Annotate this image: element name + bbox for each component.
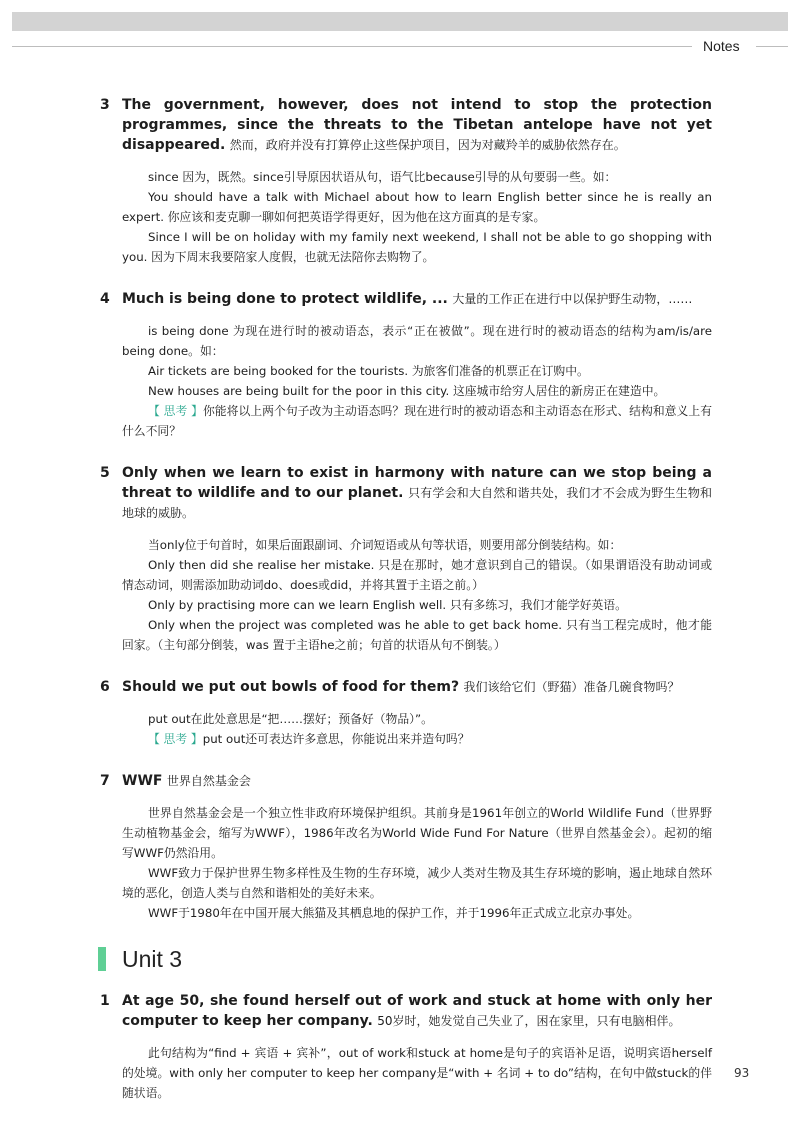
note-paragraph: WWF于1980年在中国开展大熊猫及其栖息地的保护工作，并于1996年正式成立北京办事处。 xyxy=(148,906,640,920)
note-paragraph: Only by practising more can we learn English well. 只有多练习，我们才能学好英语。 xyxy=(148,598,627,612)
unit-accent-bar xyxy=(98,947,106,971)
note-item xyxy=(100,991,712,1103)
note-lead xyxy=(122,463,712,523)
note-paragraph: New houses are being built for the poor in this city. 这座城市给穷人居住的新房正在建造中。 xyxy=(148,384,666,398)
note-lead xyxy=(122,677,712,697)
lead-english: WWF xyxy=(122,773,163,789)
note-paragraph: Air tickets are being booked for the tourists. 为旅客们准备的机票正在订购中。 xyxy=(148,364,589,378)
header-bar xyxy=(12,12,788,31)
think-label: 【 思考 】 xyxy=(148,404,203,418)
note-paragraph: Only when the project was completed was he able to get back home. 只有当工程完成时，他才能回家。（主句部分倒装，was 置于主语he之前；句首的状语从句不倒装。） xyxy=(122,618,712,652)
lead-chinese: 大量的工作正在进行中以保护野生动物，…… xyxy=(452,292,693,306)
section-label: Notes xyxy=(703,38,740,54)
think-text: put out还可表达许多意思，你能说出来并造句吗？ xyxy=(202,732,470,746)
note-number: 5 xyxy=(100,465,110,481)
lead-english: Should we put out bowls of food for them? xyxy=(122,679,460,695)
note-lead xyxy=(122,771,712,791)
note-paragraph: Since I will be on holiday with my family next weekend, I shall not be able to go shopping with you. 因为下周末我要陪家人度假，也就无法陪你去购物了。 xyxy=(122,230,712,264)
note-paragraph: is being done 为现在进行时的被动语态，表示“正在被做”。现在进行时的被动语态的结构为am/is/are being done。如： xyxy=(122,324,712,358)
lead-english: Only when we learn to exist in harmony with nature can we stop being a threat to wildlife and to our planet. xyxy=(122,465,712,501)
note-paragraph: 当only位于句首时，如果后面跟副词、介词短语或从句等状语，则要用部分倒装结构。如： xyxy=(148,538,622,552)
note-paragraph: You should have a talk with Michael about how to learn English better since he is really an expert. 你应该和麦克聊一聊如何把英语学得更好，因为他在这方面真的是专家。 xyxy=(122,190,712,224)
header-rule xyxy=(12,46,692,47)
lead-english: The government, however, does not intend to stop the protection programmes, since the threats to the Tibetan antelope have not yet disappeared. xyxy=(122,97,712,153)
note-item xyxy=(100,463,712,655)
note-paragraph: WWF致力于保护世界生物多样性及生物的生存环境，减少人类对生物及其生存环境的影响，遏止地球自然环境的恶化，创造人类与自然和谐相处的美好未来。 xyxy=(122,866,712,900)
note-item xyxy=(100,677,712,749)
lead-chinese: 50岁时，她发觉自己失业了，困在家里，只有电脑相伴。 xyxy=(377,1014,681,1028)
header-rule-right xyxy=(756,46,788,47)
lead-english: At age 50, she found herself out of work and stuck at home with only her computer to keep her company. xyxy=(122,993,712,1029)
note-item xyxy=(100,95,712,267)
think-paragraph xyxy=(122,729,712,749)
note-number: 3 xyxy=(100,97,110,113)
unit-title: Unit 3 xyxy=(122,946,183,972)
notes-content xyxy=(100,95,712,1125)
note-paragraph: 世界自然基金会是一个独立性非政府环境保护组织。其前身是1961年创立的World Wildlife Fund（世界野生动植物基金会，缩写为WWF），1986年改名为World Wide Fund For Nature（世界自然基金会）。起初的缩写WWF仍然沿用。 xyxy=(122,806,712,860)
think-paragraph xyxy=(122,401,712,441)
lead-chinese: 然而，政府并没有打算停止这些保护项目，因为对藏羚羊的威胁依然存在。 xyxy=(229,138,626,152)
note-paragraph: Only then did she realise her mistake. 只是在那时，她才意识到自己的错误。（如果谓语没有助动词或情态动词，则需添加助动词do、does或did，并将其置于主语之前。） xyxy=(122,558,712,592)
note-paragraph: 此句结构为“find + 宾语 + 宾补”，out of work和stuck at home是句子的宾语补足语，说明宾语herself的处境。with only her computer to keep her company是“with + 名词 + to do”结构，在句中做stuck的伴随状语。 xyxy=(122,1046,712,1100)
lead-chinese: 只有学会和大自然和谐共处，我们才不会成为野生生物和地球的威胁。 xyxy=(122,486,712,520)
lead-english: Much is being done to protect wildlife, ... xyxy=(122,291,448,307)
note-paragraph: since 因为，既然。since引导原因状语从句，语气比because引导的从句要弱一些。如： xyxy=(148,170,617,184)
note-number: 7 xyxy=(100,773,110,789)
note-item xyxy=(100,771,712,923)
note-lead xyxy=(122,95,712,155)
note-lead xyxy=(122,289,712,309)
unit-heading xyxy=(98,945,712,973)
think-text: 你能将以上两个句子改为主动语态吗？现在进行时的被动语态和主动语态在形式、结构和意义上有什么不同？ xyxy=(122,404,712,438)
lead-chinese: 世界自然基金会 xyxy=(166,774,251,788)
note-item xyxy=(100,289,712,441)
note-paragraph: put out在此处意思是“把……摆好；预备好（物品）”。 xyxy=(148,712,433,726)
page-number: 93 xyxy=(734,1066,750,1080)
think-label: 【 思考 】 xyxy=(148,732,203,746)
note-lead xyxy=(122,991,712,1031)
lead-chinese: 我们该给它们（野猫）准备几碗食物吗？ xyxy=(463,680,680,694)
note-number: 6 xyxy=(100,679,110,695)
note-number: 4 xyxy=(100,291,110,307)
note-number: 1 xyxy=(100,993,110,1009)
